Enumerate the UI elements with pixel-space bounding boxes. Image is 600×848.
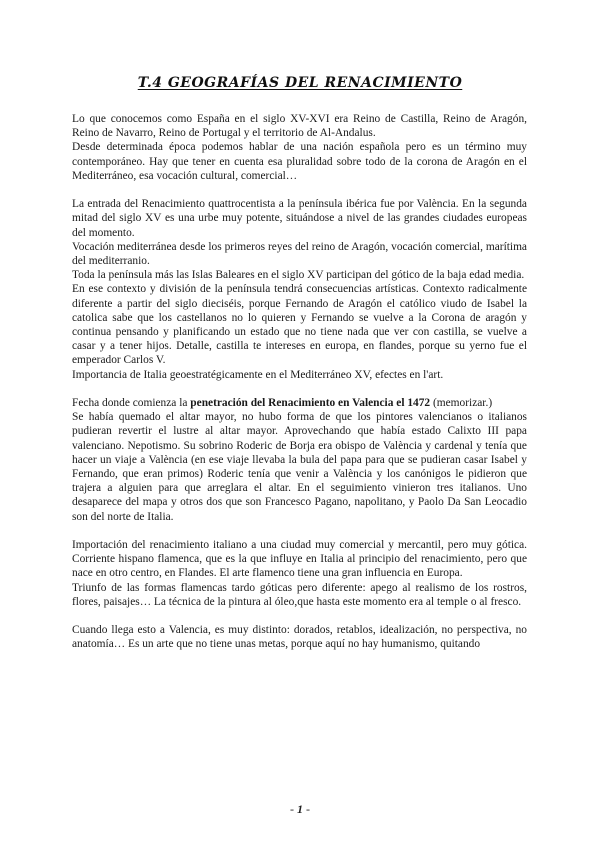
paragraph: En ese contexto y división de la península tendrá consecuencias artísticas. Contexto radicalmente diferente a partir del siglo dieciséis, porque Fernando de Aragón el católico viudo de Isabel la catolica sabe que los castellanos no lo quieren y Fernando se vuelve a la Corona de aragón y continua pensando y planificando un estado que no tiene nada que ver con castilla, se vuelve a casar y a tener hijos. Detalle, castilla te intereses en europa, en flandes, porque su yerno fue el emperador Carlos V. (72, 283, 527, 367)
paragraph-gap (72, 183, 527, 197)
paragraph: Vocación mediterránea desde los primeros reyes del reino de Aragón, vocación comercial, marítima del mediterranio. (72, 240, 527, 268)
paragraph-gap (72, 524, 527, 538)
paragraph: La entrada del Renacimiento quattrocentista a la península ibérica fue por València. En la segunda mitad del siglo XV es una urbe muy potente, situándose a nivel de las grandes ciudades europeas del momento. (72, 198, 527, 239)
paragraph: Importancia de Italia geoestratégicamente en el Mediterráneo XV, efectes en l'art. (72, 368, 444, 381)
page-number: 1 (297, 802, 303, 816)
key-date-intro: Fecha donde comienza la (72, 397, 191, 410)
document-body (72, 112, 527, 652)
key-date-highlight: penetración del Renacimiento en Valencia el 1472 (190, 397, 431, 410)
paragraph-key-date (72, 396, 527, 410)
paragraph: Cuando llega esto a Valencia, es muy distinto: dorados, retablos, idealización, no perspectiva, no anatomía… Es un arte que no tiene unas metas, porque aquí no hay humanismo, quitando (72, 624, 527, 651)
paragraph: Lo que conocemos como España en el siglo XV-XVI era Reino de Castilla, Reino de Aragón, Reino de Navarro, Reino de Portugal y el territorio de Al-Andalus. (72, 113, 527, 140)
page-title: T.4 GEOGRAFÍAS DEL RENACIMIENTO (137, 75, 463, 91)
footer-dash-right: - (303, 802, 310, 816)
paragraph: Desde determinada época podemos hablar de una nación española pero es un término muy contemporáneo. Hay que tener en cuenta esa pluralidad sobre todo de la corona de Aragón en el Mediterráneo, esa vocación cultural, comercial… (72, 141, 527, 182)
paragraph: Toda la península más las Islas Baleares en el siglo XV participan del gótico de la baja edad media. (72, 269, 525, 282)
paragraph-gap (72, 609, 527, 623)
footer-dash-left: - (290, 802, 297, 816)
paragraph-gap (72, 382, 527, 396)
paragraph: Se había quemado el altar mayor, no hubo forma de que los pintores valencianos o italianos pudieran revertir el lustre al altar mayor. Aprovechando que había estado Calixto III papa valenciano. Nepotismo. Su sobrino Roderic de Borja era obispo de València y cardenal y tenía que hacer un viaje a València (en ese viaje llevaba la bula del papa para que se pudieran casar Isabel y Fernando, que eran primos) Roderic tenía que venir a València y los canónigos le pidieron que trajera a alguien para que arreglara el altar. En el seguimiento vinieron tres italianos. Uno desaparece del mapa y otros dos que son Francesco Pagano, napolitano, y Paolo Da San Leocadio son del norte de Italia. (72, 411, 527, 523)
page-number-footer (0, 802, 600, 817)
paragraph: Triunfo de las formas flamencas tardo góticas pero diferente: apego al realismo de los rostros, flores, paisajes… La técnica de la pintura al óleo,que hasta este momento era al temple o al fresco. (72, 581, 527, 608)
paragraph: Importación del renacimiento italiano a una ciudad muy comercial y mercantil, pero muy gótica. Corriente hispano flamenca, que es la que influye en Italia al principio del renacimiento, pero que nace en otro centro, en Flandes. El arte flamenco tiene una gran influencia en Europa. (72, 539, 527, 580)
key-date-note: (memorizar.) (430, 397, 493, 410)
